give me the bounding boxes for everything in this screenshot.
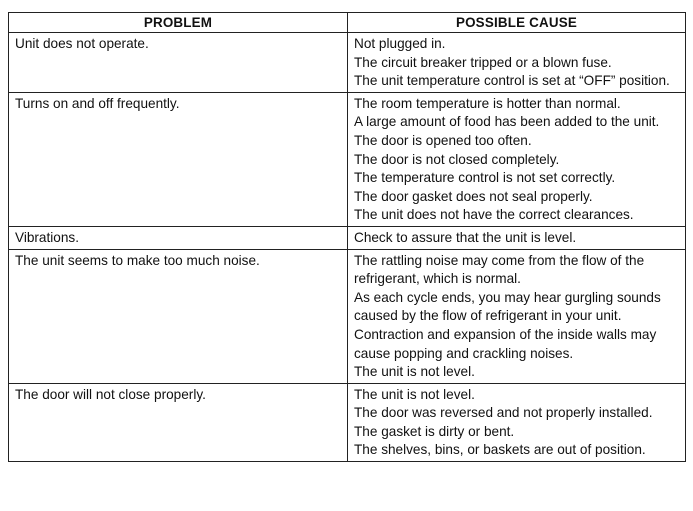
cause-cell [348,33,686,93]
cause-item: As each cycle ends, you may hear gurgling sounds caused by the flow of refrigerant in your unit. [354,289,661,324]
cause-item: A large amount of food has been added to the unit. [354,114,660,130]
table-row [9,226,686,249]
cause-item: Not plugged in. [354,36,446,51]
problem-cell: The door will not close properly. [9,383,348,461]
cause-cell [348,383,686,461]
cause-item: The unit does not have the correct clearances. [354,207,634,223]
cause-item: The rattling noise may come from the flow of the refrigerant, which is normal. [354,252,645,287]
header-row [9,13,686,33]
cause-item: The temperature control is not set correctly. [354,170,616,186]
cause-item: The circuit breaker tripped or a blown fuse. [354,54,612,70]
problem-cell: Turns on and off frequently. [9,92,348,226]
cause-item: The door was reversed and not properly installed. [354,405,653,421]
problem-cell: Vibrations. [9,226,348,249]
cause-item: Check to assure that the unit is level. [354,229,577,245]
problem-cell: The unit seems to make too much noise. [9,249,348,383]
cause-item: The door gasket does not seal properly. [354,188,593,204]
header-possible-cause: POSSIBLE CAUSE [348,13,686,33]
table-row [9,383,686,461]
cause-cell [348,92,686,226]
cause-item: The room temperature is hotter than normal. [354,95,621,111]
cause-item: Contraction and expansion of the inside walls may cause popping and crackling noises. [354,326,657,361]
cause-item: The gasket is dirty or bent. [354,423,515,439]
problem-cell: Unit does not operate. [9,33,348,93]
cause-cell [348,226,686,249]
table-row [9,33,686,93]
cause-item: The unit is not level. [354,364,475,380]
cause-item: The shelves, bins, or baskets are out of position. [354,442,646,458]
cause-cell [348,249,686,383]
cause-item: The unit temperature control is set at “OFF” position. [354,73,670,89]
troubleshooting-table [8,12,686,462]
table-row [9,249,686,383]
table-row [9,92,686,226]
cause-item: The unit is not level. [354,386,475,402]
cause-item: The door is not closed completely. [354,151,560,167]
header-problem: PROBLEM [9,13,348,33]
cause-item: The door is opened too often. [354,132,532,148]
